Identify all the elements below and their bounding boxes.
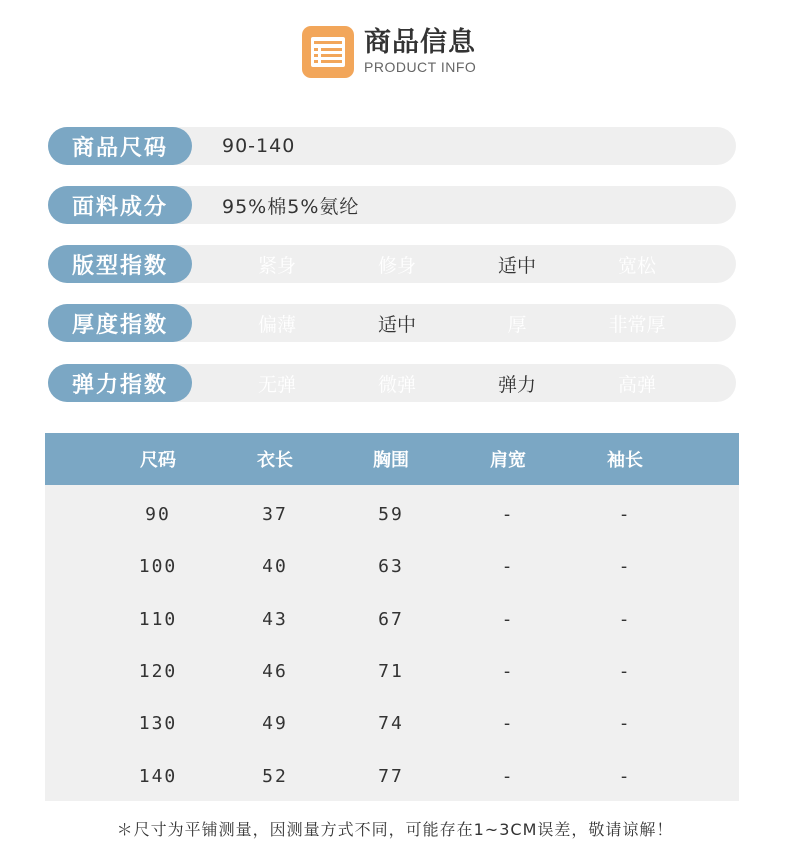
table-cell: 90 bbox=[145, 503, 171, 525]
info-row-size bbox=[48, 127, 736, 165]
fit-option: 适中 bbox=[497, 254, 536, 277]
info-row-label: 弹力指数 bbox=[48, 364, 192, 402]
table-cell: - bbox=[501, 503, 515, 525]
table-cell: 77 bbox=[378, 765, 404, 787]
table-cell: 67 bbox=[378, 608, 404, 630]
table-row bbox=[45, 540, 739, 592]
table-cell: - bbox=[501, 660, 515, 682]
info-row-value: 95%棉5%氨纶 bbox=[222, 195, 360, 218]
table-cell: 40 bbox=[262, 555, 288, 577]
table-cell: 52 bbox=[262, 765, 288, 787]
info-row-elasticity bbox=[48, 364, 736, 402]
info-row-value: 90-140 bbox=[222, 135, 296, 157]
fit-option: 宽松 bbox=[617, 254, 656, 277]
info-row-label: 厚度指数 bbox=[48, 304, 192, 342]
info-row-label: 版型指数 bbox=[48, 245, 192, 283]
document-list-icon bbox=[302, 26, 354, 78]
column-header: 袖长 bbox=[607, 450, 643, 471]
elasticity-option: 无弹 bbox=[257, 373, 296, 396]
table-cell: - bbox=[618, 660, 632, 682]
section-header bbox=[302, 24, 476, 80]
table-cell: - bbox=[618, 608, 632, 630]
table-row bbox=[45, 750, 739, 802]
column-header: 肩宽 bbox=[490, 450, 526, 471]
table-cell: 49 bbox=[262, 712, 288, 734]
table-cell: 130 bbox=[138, 712, 178, 734]
thickness-option: 厚 bbox=[507, 313, 527, 336]
table-cell: 140 bbox=[138, 765, 178, 787]
thickness-option: 偏薄 bbox=[257, 313, 296, 336]
info-row-fabric bbox=[48, 186, 736, 224]
table-cell: - bbox=[501, 608, 515, 630]
info-row-thickness bbox=[48, 304, 736, 342]
column-header: 尺码 bbox=[140, 450, 176, 471]
table-row bbox=[45, 697, 739, 749]
table-cell: - bbox=[618, 765, 632, 787]
header-title: 商品信息 bbox=[364, 27, 476, 58]
elasticity-option: 弹力 bbox=[497, 373, 536, 396]
table-cell: - bbox=[501, 712, 515, 734]
table-cell: 100 bbox=[138, 555, 178, 577]
table-cell: - bbox=[501, 555, 515, 577]
table-cell: - bbox=[618, 503, 632, 525]
header-subtitle: PRODUCT INFO bbox=[364, 59, 477, 75]
table-cell: 37 bbox=[262, 503, 288, 525]
table-cell: 63 bbox=[378, 555, 404, 577]
table-cell: - bbox=[618, 555, 632, 577]
fit-option: 紧身 bbox=[257, 254, 296, 277]
table-row bbox=[45, 593, 739, 645]
table-row bbox=[45, 645, 739, 697]
thickness-option: 适中 bbox=[377, 313, 416, 336]
size-table bbox=[45, 433, 739, 801]
column-header: 衣长 bbox=[257, 450, 293, 471]
table-cell: - bbox=[618, 712, 632, 734]
table-cell: 110 bbox=[138, 608, 178, 630]
elasticity-option: 微弹 bbox=[377, 373, 416, 396]
size-table-header bbox=[45, 433, 739, 485]
table-cell: - bbox=[501, 765, 515, 787]
info-row-label: 商品尺码 bbox=[48, 127, 192, 165]
info-row-fit bbox=[48, 245, 736, 283]
table-cell: 43 bbox=[262, 608, 288, 630]
table-cell: 59 bbox=[378, 503, 404, 525]
info-row-label: 面料成分 bbox=[48, 186, 192, 224]
table-cell: 120 bbox=[138, 660, 178, 682]
elasticity-option: 高弹 bbox=[617, 373, 656, 396]
table-row bbox=[45, 488, 739, 540]
measurement-note: ＊尺寸为平铺测量，因测量方式不同，可能存在1~3CM误差，敬请谅解！ bbox=[116, 820, 674, 839]
fit-option: 修身 bbox=[377, 254, 416, 277]
column-header: 胸围 bbox=[373, 450, 409, 471]
table-cell: 74 bbox=[378, 712, 404, 734]
thickness-option: 非常厚 bbox=[608, 313, 666, 336]
table-cell: 71 bbox=[378, 660, 404, 682]
table-cell: 46 bbox=[262, 660, 288, 682]
